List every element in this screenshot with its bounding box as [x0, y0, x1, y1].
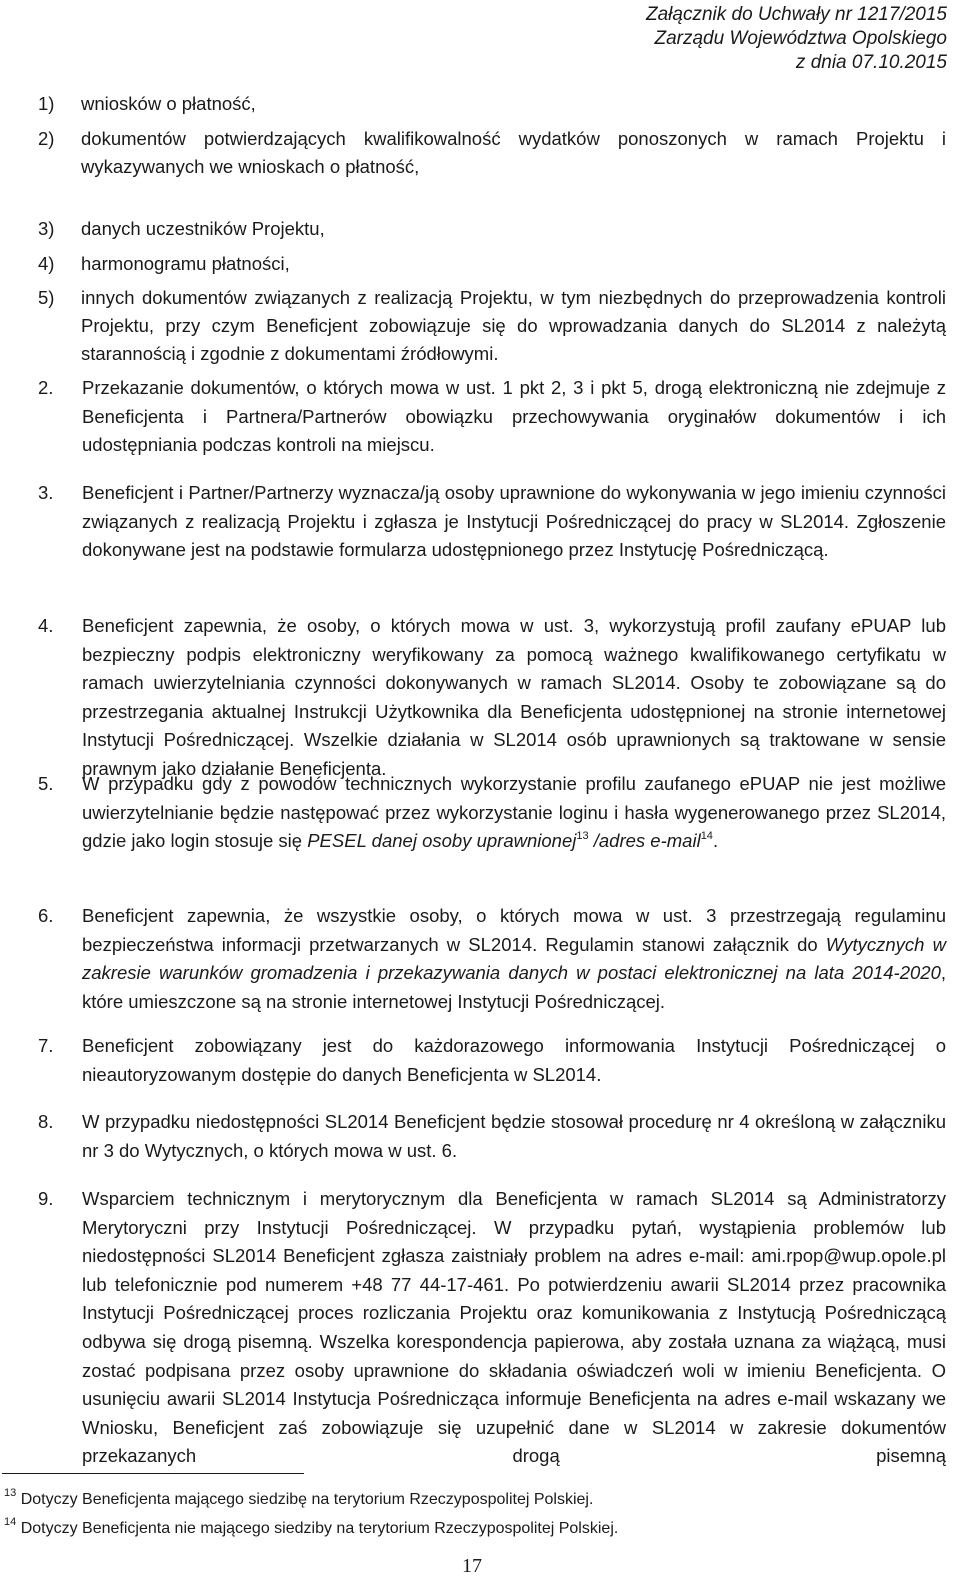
list-item-text: dokumentów potwierdzających kwalifikowalność wydatków ponoszonych w ramach Projektu i wykazywanych we wnioskach o płatność, [81, 128, 946, 177]
paragraph-number: 4. [38, 615, 54, 636]
paragraph-text-italic: PESEL danej osoby uprawnionej [307, 830, 577, 852]
list-item-number: 1) [38, 93, 55, 114]
footnote-text: Dotyczy Beneficjenta mającego siedzibę na terytorium Rzeczypospolitej Polskiej. [20, 1491, 594, 1508]
paragraph-text: W przypadku niedostępności SL2014 Beneficjent będzie stosował procedurę nr 4 określoną w załączniku nr 3 do Wytycznych, o których mowa w ust. 6. [82, 1111, 946, 1161]
paragraph-text-part: , które umieszczone są na stronie internetowej Instytucji Pośredniczącej. [82, 962, 946, 1012]
list-item-text: wniosków o płatność, [81, 93, 256, 114]
footnote-text: Dotyczy Beneficjenta nie mającego siedziby na terytorium Rzeczypospolitej Polskiej. [20, 1520, 619, 1537]
paragraph-number: 3. [38, 482, 54, 503]
footnote-divider [2, 1473, 304, 1474]
header-line-3: z dnia 07.10.2015 [795, 52, 947, 73]
paragraph-text: Beneficjent zobowiązany jest do każdorazowego informowania Instytucji Pośredniczącej o nieautoryzowanym dostępie do danych Beneficjenta w SL2014. [82, 1035, 946, 1085]
list-item-number: 2) [38, 128, 55, 149]
paragraph-text-italic: Wytycznych w zakresie warunków gromadzenia i przekazywania danych w postaci elektronicznej na lata 2014-2020 [82, 933, 946, 984]
paragraph-number: 6. [38, 905, 54, 926]
page-number: 17 [462, 1555, 482, 1577]
paragraph-text [82, 770, 946, 856]
paragraph-number: 5. [38, 773, 54, 794]
paragraph-number: 9. [38, 1188, 54, 1209]
list-item-number: 4) [38, 253, 55, 274]
paragraph-text: Przekazanie dokumentów, o których mowa w ust. 1 pkt 2, 3 i pkt 5, drogą elektroniczną nie zdejmuje z Beneficjenta i Partnera/Partnerów obowiązku przechowywania oryginałów dokumentów i ich udostępniania podczas kontroli na miejscu. [82, 377, 946, 456]
list-item-number: 5) [38, 287, 55, 308]
paragraph-4 [38, 612, 946, 784]
paragraph-text-part: . [712, 830, 719, 852]
footnote-13 [4, 1486, 594, 1510]
paragraph-number: 7. [38, 1035, 54, 1056]
footnote-ref-14[interactable]: 14 [700, 830, 713, 843]
header-line-1: Załącznik do Uchwały nr 1217/2015 [645, 4, 947, 25]
paragraph-text [82, 902, 946, 1016]
paragraph-7 [38, 1032, 946, 1089]
paragraph-number: 8. [38, 1111, 54, 1132]
footnote-number: 13 [4, 1486, 17, 1499]
paragraph-text-part: W przypadku gdy z powodów technicznych wykorzystanie profilu zaufanego ePUAP nie jest możliwe uwierzytelnianie będzie następować przez wykorzystanie loginu i hasła wygenerowanego przez SL2014, gdzie jako login stosuje się [82, 773, 946, 852]
paragraph-5 [38, 770, 946, 856]
paragraph-2 [38, 374, 946, 460]
paragraph-text-part: Beneficjent zapewnia, że wszystkie osoby, o których mowa w ust. 3 przestrzegają regulaminu bezpieczeństwa informacji przetwarzanych w SL2014. Regulamin stanowi załącznik do [82, 905, 946, 955]
list-item-text: harmonogramu płatności, [81, 253, 290, 274]
header-line-2: Zarządu Województwa Opolskiego [654, 28, 947, 49]
paragraph-6 [38, 902, 946, 1016]
footnote-ref-13[interactable]: 13 [576, 830, 589, 843]
list-item-number: 3) [38, 218, 55, 239]
list-item [38, 284, 946, 368]
footnote-number: 14 [4, 1515, 17, 1528]
paragraph-text: Wsparciem technicznym i merytorycznym dla Beneficjenta w ramach SL2014 są Administratorzy Merytoryczni przy Instytucji Pośredniczącej. W przypadku pytań, wystąpienia problemów lub niedostępności SL2014 Beneficjent zgłasza zaistniały problem na adres e-mail: ami.rpop@wup.opole.pl lub telefonicznie pod numerem +48 77 44-17-461. Po potwierdzeniu awarii SL2014 przez pracownika Instytucji Pośredniczącej proces rozliczania Projektu oraz komunikowania z Instytucją Pośredniczącą odbywa się drogą pisemną. Wszelka korespondencja papierowa, aby została uznana za wiążącą, musi zostać podpisana przez osoby uprawnione do składania oświadczeń woli w imieniu Beneficjenta. O usunięciu awarii SL2014 Instytucja Pośrednicząca informuje Beneficjenta na adres e-mail wskazany we Wniosku, Beneficjent zaś zobowiązuje się uzupełnić dane w SL2014 w zakresie dokumentów przekazanych drogą pisemną [82, 1188, 946, 1467]
paragraph-9 [38, 1185, 946, 1471]
paragraph-8 [38, 1108, 946, 1165]
list-item [38, 250, 946, 278]
list-item-text: danych uczestników Projektu, [81, 218, 325, 239]
footnote-14 [4, 1515, 619, 1539]
paragraph-3 [38, 479, 946, 565]
list-item-text: innych dokumentów związanych z realizacją Projektu, w tym niezbędnych do przeprowadzenia kontroli Projektu, przy czym Beneficjent zobowiązuje się do wprowadzania danych do SL2014 z należytą starannością i zgodnie z dokumentami źródłowymi. [81, 287, 946, 364]
paragraph-text: Beneficjent i Partner/Partnerzy wyznacza/ją osoby uprawnione do wykonywania w jego imieniu czynności związanych z realizacją Projektu i zgłasza je Instytucji Pośredniczącej do pracy w SL2014. Zgłoszenie dokonywane jest na podstawie formularza udostępnionego przez Instytucję Pośredniczącą. [82, 482, 946, 561]
paragraph-text: Beneficjent zapewnia, że osoby, o których mowa w ust. 3, wykorzystują profil zaufany ePUAP lub bezpieczny podpis elektroniczny weryfikowany za pomocą ważnego kwalifikowanego certyfikatu w ramach uwierzytelniania czynności dokonywanych w ramach SL2014. Osoby te zobowiązane są do przestrzegania aktualnej Instrukcji Użytkownika dla Beneficjenta udostępnionej na stronie internetowej Instytucji Pośredniczącej. Wszelkie działania w SL2014 osób uprawnionych są traktowane w sensie prawnym jako działanie Beneficjenta. [82, 615, 946, 779]
list-item [38, 90, 946, 118]
paragraph-number: 2. [38, 377, 54, 398]
paragraph-text-italic: /adres e-mail [588, 830, 701, 852]
list-item [38, 125, 946, 181]
document-header [646, 3, 947, 75]
list-item [38, 215, 946, 243]
